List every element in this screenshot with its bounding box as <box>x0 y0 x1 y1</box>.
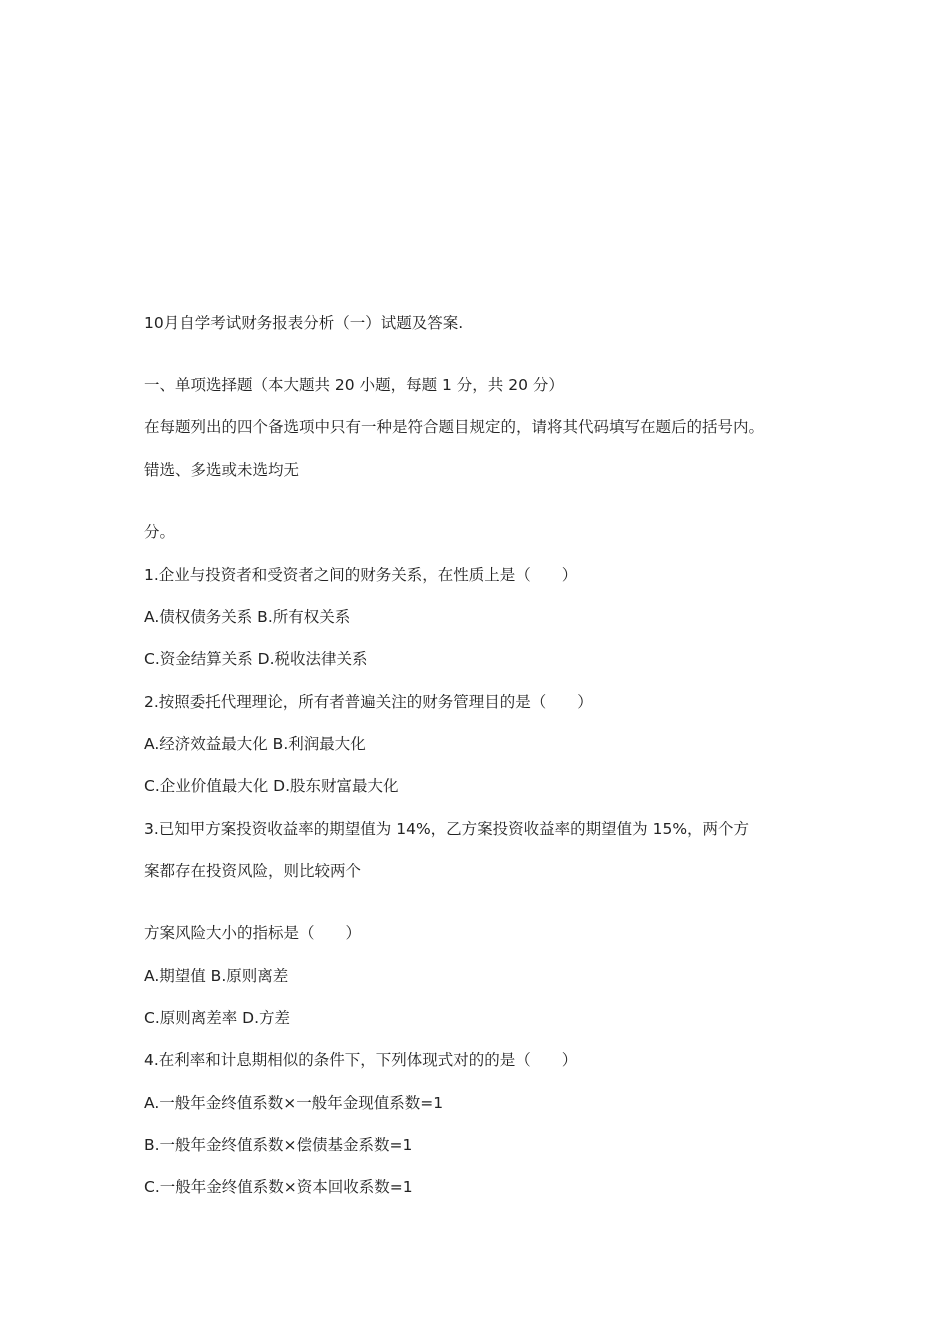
instruction-line-1: 在每题列出的四个备选项中只有一种是符合题目规定的，请将其代码填写在题后的括号内。 <box>144 418 765 436</box>
question-2-stem: 2.按照委托代理理论，所有者普遍关注的财务管理目的是（ ） <box>144 693 593 711</box>
question-4-option-a: A.一般年金终值系数×一般年金现值系数=1 <box>144 1094 444 1112</box>
question-2-option-line-2: C.企业价值最大化 D.股东财富最大化 <box>144 777 399 795</box>
question-1-option-line-1: A.债权债务关系 B.所有权关系 <box>144 608 351 626</box>
question-2-option-line-1: A.经济效益最大化 B.利润最大化 <box>144 735 366 753</box>
question-3-stem-line-1: 3.已知甲方案投资收益率的期望值为 14%，乙方案投资收益率的期望值为 15%，两个方 <box>144 820 750 838</box>
question-4-option-c: C.一般年金终值系数×资本回收系数=1 <box>144 1178 413 1196</box>
question-4-option-b: B.一般年金终值系数×偿债基金系数=1 <box>144 1136 413 1154</box>
question-3-stem-line-3: 方案风险大小的指标是（ ） <box>144 924 362 942</box>
document-title: 10月自学考试财务报表分析（一）试题及答案. <box>144 314 464 332</box>
section-heading: 一、单项选择题（本大题共 20 小题，每题 1 分，共 20 分） <box>144 376 564 394</box>
question-1-stem: 1.企业与投资者和受资者之间的财务关系，在性质上是（ ） <box>144 566 578 584</box>
instruction-line-2: 错选、多选或未选均无 <box>144 461 300 479</box>
question-3-option-line-1: A.期望值 B.原则离差 <box>144 967 289 985</box>
question-3-option-line-2: C.原则离差率 D.方差 <box>144 1009 291 1027</box>
question-1-option-line-2: C.资金结算关系 D.税收法律关系 <box>144 650 368 668</box>
instruction-line-3: 分。 <box>144 523 176 541</box>
question-4-stem: 4.在利率和计息期相似的条件下，下列体现式对的的是（ ） <box>144 1051 578 1069</box>
question-3-stem-line-2: 案都存在投资风险，则比较两个 <box>144 862 362 880</box>
